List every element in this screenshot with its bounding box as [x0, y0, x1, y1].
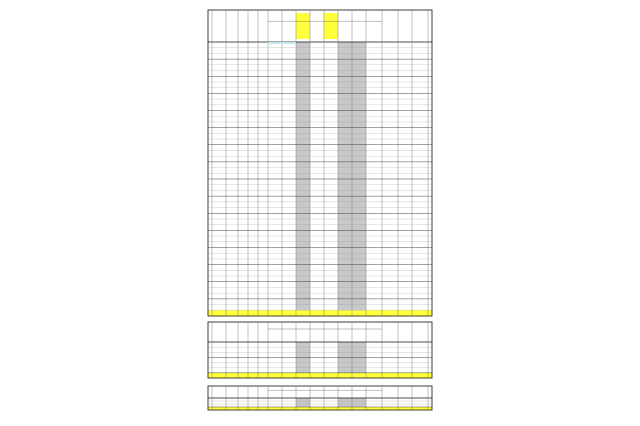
main-table-shaded-column-2: [338, 42, 352, 310]
main-table-tint-strip: [268, 42, 296, 44]
second-table-total-row: [208, 373, 432, 378]
second-table-border: [208, 322, 432, 378]
main-table-shaded-column-1: [296, 42, 310, 310]
third-table-shaded-column-3: [352, 398, 366, 407]
main-table-border: [208, 10, 432, 316]
third-table-shaded-column-1: [296, 398, 310, 407]
third-table-total-row: [208, 407, 432, 410]
main-table-highlight-header-2: [324, 13, 338, 39]
main-table-highlight-header-1: [296, 13, 310, 39]
main-table-total-row: [208, 310, 432, 316]
main-table-shaded-column-3: [352, 42, 366, 310]
third-table-shaded-column-2: [338, 398, 352, 407]
